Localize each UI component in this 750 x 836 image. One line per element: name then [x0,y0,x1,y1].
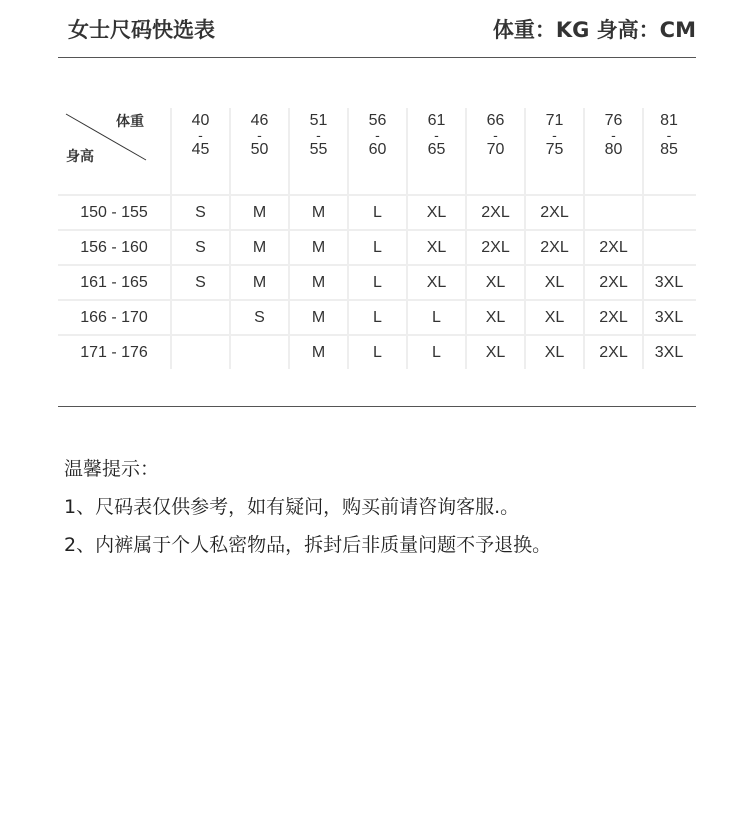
weight-range-header [465,108,524,194]
size-cell: XL [406,231,465,264]
weight-range-header [347,108,406,194]
size-cell: XL [465,301,524,334]
weight-dash: - [493,127,498,143]
size-cell: L [347,336,406,369]
weight-high: 50 [250,141,269,158]
table-row [58,194,696,229]
weight-low: 76 [604,112,623,129]
size-cell: M [288,336,347,369]
size-cell: 2XL [465,231,524,264]
size-cell: 3XL [642,266,694,299]
size-cell: L [406,301,465,334]
weight-high: 75 [545,141,564,158]
size-cell: 2XL [524,196,583,229]
height-range-label: 156 - 160 [80,238,148,256]
weight-dash: - [611,127,616,143]
size-cell: XL [406,266,465,299]
size-cell: 3XL [642,301,694,334]
weight-high: 55 [309,141,328,158]
weight-high: 60 [368,141,387,158]
tips-section [64,450,551,564]
size-cell: S [229,301,288,334]
weight-high: 70 [486,141,505,158]
height-range-label: 171 - 176 [80,343,148,361]
height-range-label: 166 - 170 [80,308,148,326]
weight-range-header [229,108,288,194]
weight-dash: - [434,127,439,143]
weight-dash: - [552,127,557,143]
top-divider [58,57,696,58]
size-table [58,108,696,369]
weight-dash: - [316,127,321,143]
size-cell: L [406,336,465,369]
size-cell: S [170,231,229,264]
unit-label: 体重：KG 身高：CM [492,18,696,42]
weight-dash: - [257,127,262,143]
height-range-label: 161 - 165 [80,273,148,291]
weight-low: 81 [660,112,678,129]
weight-high: 80 [604,141,623,158]
size-cell: M [288,301,347,334]
table-row [58,264,696,299]
weight-high: 85 [660,141,678,158]
size-cell: M [288,231,347,264]
weight-low: 46 [250,112,269,129]
size-cell: M [288,266,347,299]
weight-low: 61 [427,112,446,129]
table-row [58,229,696,264]
page-title: 女士尺码快选表 [68,18,215,42]
size-cell [642,231,694,264]
corner-weight-label: 体重 [116,114,144,130]
size-cell: M [229,196,288,229]
size-cell: XL [524,301,583,334]
size-cell: 3XL [642,336,694,369]
tip-line-1: 1、尺码表仅供参考，如有疑问，购买前请咨询客服.。 [64,496,520,518]
size-cell [170,336,229,369]
size-cell: L [347,231,406,264]
corner-cell [58,108,170,194]
size-cell: M [288,196,347,229]
size-cell: 2XL [583,301,642,334]
weight-dash: - [666,127,672,143]
size-cell: 2XL [465,196,524,229]
bottom-divider [58,406,696,407]
size-cell: 2XL [583,266,642,299]
size-cell: 2XL [524,231,583,264]
weight-low: 56 [368,112,387,129]
weight-range-header [642,108,694,194]
table-header-row [58,108,696,194]
size-cell: 2XL [583,336,642,369]
tip-line-2: 2、内裤属于个人私密物品，拆封后非质量问题不予退换。 [64,534,552,556]
tips-heading: 温馨提示： [64,458,160,480]
size-cell: L [347,301,406,334]
size-cell: S [170,266,229,299]
size-cell: M [229,231,288,264]
header [58,14,696,44]
corner-height-label: 身高 [66,149,94,165]
weight-dash: - [198,127,203,143]
height-range-label: 150 - 155 [80,203,148,221]
weight-dash: - [375,127,380,143]
size-cell [170,301,229,334]
weight-range-header [170,108,229,194]
weight-range-header [406,108,465,194]
weight-range-header [288,108,347,194]
weight-low: 40 [191,112,210,129]
table-row [58,299,696,334]
size-cell: XL [465,266,524,299]
size-cell [583,196,642,229]
size-cell: XL [406,196,465,229]
size-cell: L [347,266,406,299]
size-cell [229,336,288,369]
size-cell: S [170,196,229,229]
size-cell [642,196,694,229]
weight-low: 71 [545,112,564,129]
weight-high: 45 [191,141,210,158]
weight-low: 51 [309,112,328,129]
table-row [58,334,696,369]
weight-high: 65 [427,141,446,158]
weight-range-header [583,108,642,194]
size-cell: 2XL [583,231,642,264]
weight-low: 66 [486,112,505,129]
size-cell: L [347,196,406,229]
size-cell: XL [524,266,583,299]
size-cell: M [229,266,288,299]
size-cell: XL [465,336,524,369]
weight-range-header [524,108,583,194]
size-cell: XL [524,336,583,369]
